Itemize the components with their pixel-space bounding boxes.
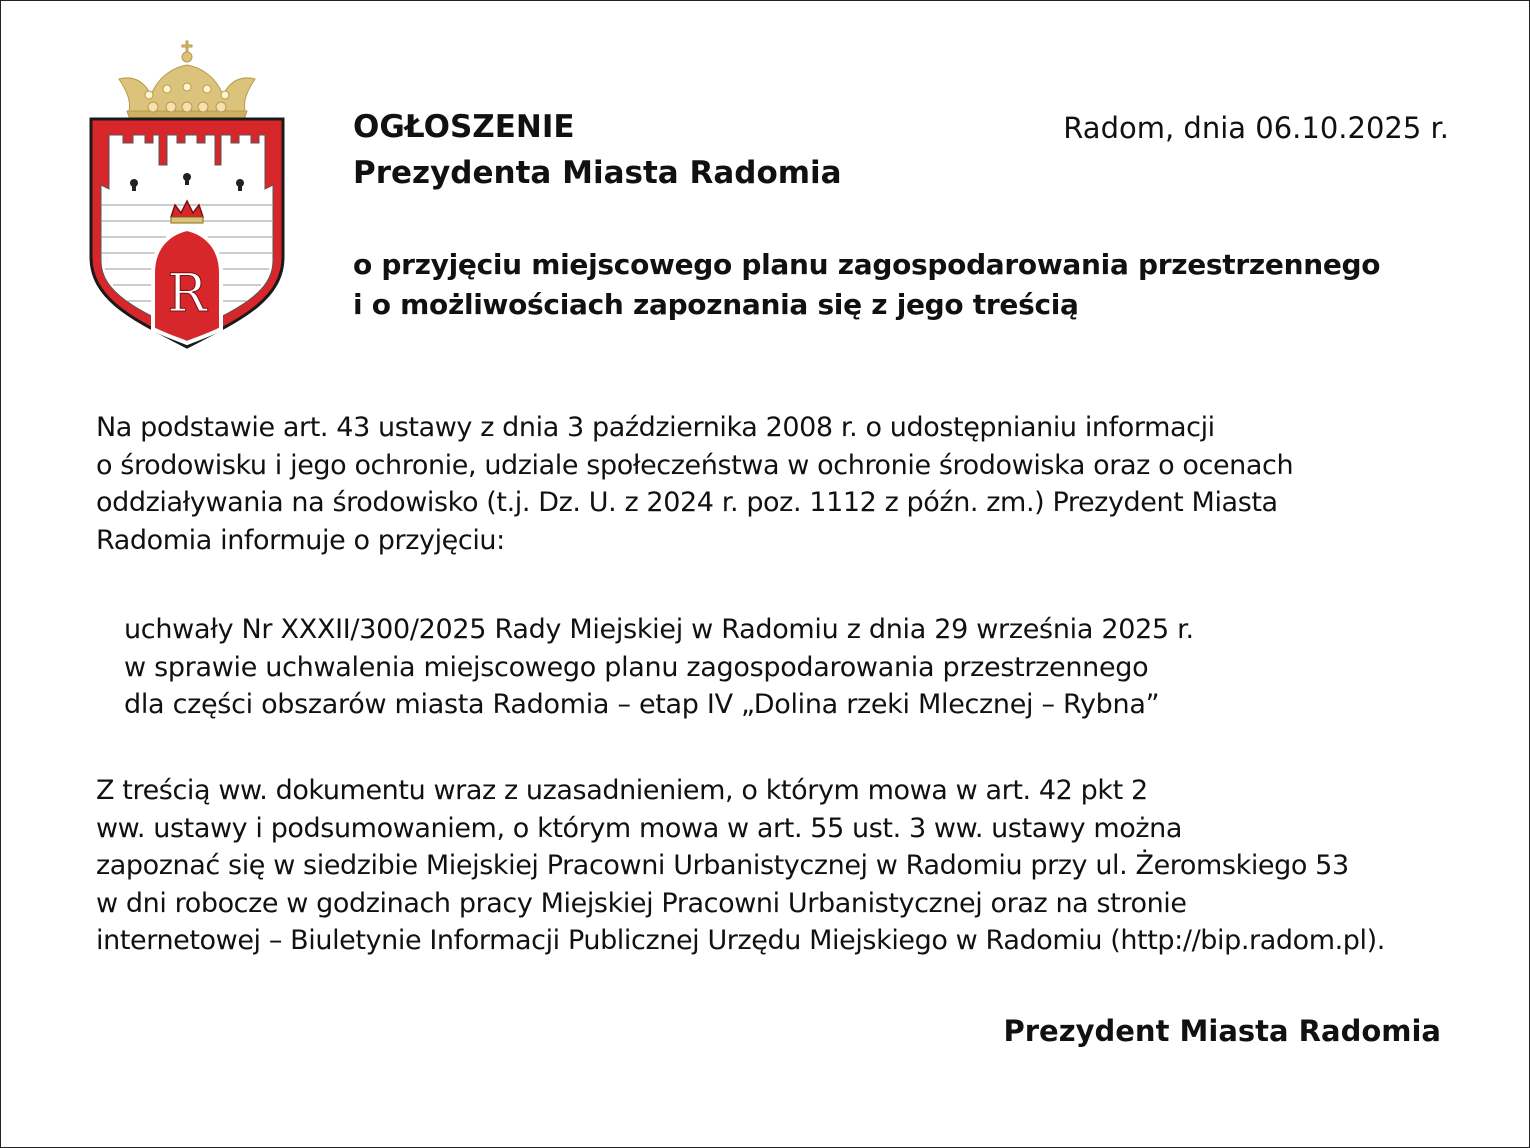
announcement-issuer: Prezydenta Miasta Radomia bbox=[353, 155, 842, 191]
paragraph-line: internetowej – Biuletynie Informacji Publicznej Urzędu Miejskiego w Radomiu (http://bip.radom.pl). bbox=[96, 925, 1385, 956]
document-date: Radom, dnia 06.10.2025 r. bbox=[1063, 111, 1449, 145]
announcement-title: OGŁOSZENIE bbox=[353, 109, 575, 145]
announcement-subject bbox=[353, 245, 1463, 325]
paragraph-line: Z treścią ww. dokumentu wraz z uzasadnieniem, o którym mowa w art. 42 pkt 2 bbox=[96, 775, 1148, 806]
paragraph-line: Radomia informuje o przyjęciu: bbox=[96, 524, 505, 556]
legal-basis-paragraph bbox=[96, 409, 1466, 559]
paragraph-line: oddziaływania na środowisko (t.j. Dz. U. z 2024 r. poz. 1112 z późn. zm.) Prezydent Miasta bbox=[96, 487, 1278, 518]
resolution-line: dla części obszarów miasta Radomia – etap IV „Dolina rzeki Mlecznej – Rybna” bbox=[124, 689, 1160, 720]
radom-coat-of-arms-icon bbox=[87, 39, 287, 351]
paragraph-line: ww. ustawy i podsumowaniem, o którym mowa w art. 55 ust. 3 ww. ustawy można bbox=[96, 812, 1182, 844]
signature: Prezydent Miasta Radomia bbox=[1003, 1014, 1441, 1048]
paragraph-line: w dni robocze w godzinach pracy Miejskiej Pracowni Urbanistycznej oraz na stronie bbox=[96, 887, 1187, 919]
paragraph-line: o środowisku i jego ochronie, udziale społeczeństwa w ochronie środowiska oraz o ocenach bbox=[96, 449, 1294, 481]
access-info-paragraph bbox=[96, 772, 1466, 960]
resolution-line: w sprawie uchwalenia miejscowego planu zagospodarowania przestrzennego bbox=[124, 651, 1149, 683]
crest-letter: R bbox=[167, 264, 207, 324]
resolution-line: uchwały Nr XXXII/300/2025 Rady Miejskiej w Radomiu z dnia 29 września 2025 r. bbox=[124, 614, 1194, 645]
paragraph-line: Na podstawie art. 43 ustawy z dnia 3 października 2008 r. o udostępnianiu informacji bbox=[96, 412, 1215, 443]
paragraph-line: zapoznać się w siedzibie Miejskiej Pracowni Urbanistycznej w Radomiu przy ul. Żeromskiego 53 bbox=[96, 850, 1349, 881]
crown-icon bbox=[119, 41, 255, 123]
resolution-block bbox=[124, 611, 1464, 724]
subject-line: o przyjęciu miejscowego planu zagospodarowania przestrzennego bbox=[353, 248, 1381, 281]
subject-line: i o możliwościach zapoznania się z jego treścią bbox=[353, 288, 1079, 321]
